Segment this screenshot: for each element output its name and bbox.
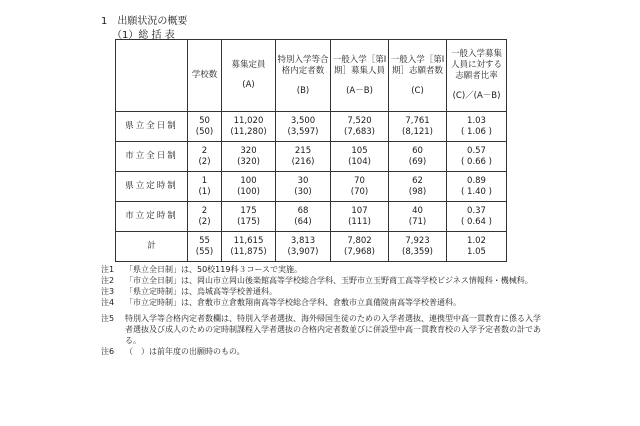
row-label: 市立全日制 (116, 142, 188, 172)
row-label: 県立全日制 (116, 112, 188, 142)
cell: 60 (69) (389, 142, 447, 172)
cell: 0.89 ( 1.40 ) (447, 172, 507, 202)
table-row (116, 142, 507, 172)
cell: 320 (320) (222, 142, 276, 172)
row-label: 計 (116, 232, 188, 262)
footnote: 注6 （ ）は前年度の出願時のもの。 (101, 347, 245, 356)
footnote: 注2 「市立全日制」は、岡山市立岡山後楽館高等学校総合学科、玉野市立玉野商工高等学校ビジネス情報科・機械科。 (101, 276, 533, 285)
header-general-openings: 一般入学［第Ⅰ期］募集人員 (A－B) (331, 40, 389, 112)
cell: 1.02 1.05 (447, 232, 507, 262)
table-row (116, 112, 507, 142)
header-ratio: 一般入学募集人員に対する志願者比率 (C)／(A－B) (447, 40, 507, 112)
cell: 55 (55) (188, 232, 222, 262)
table-row (116, 172, 507, 202)
footnote: 注4 「市立定時制」は、倉敷市立倉敷翔南高等学校総合学科、倉敷市立真備陵南高等学校普通科。 (101, 298, 461, 307)
cell: 100 (100) (222, 172, 276, 202)
cell: 0.57 ( 0.66 ) (447, 142, 507, 172)
total-row (116, 232, 507, 262)
cell: 7,802 (7,968) (331, 232, 389, 262)
cell: 0.37 ( 0.64 ) (447, 202, 507, 232)
footnote: 注3 「県立定時制」は、烏城高等学校普通科。 (101, 287, 277, 296)
cell: 7,761 (8,121) (389, 112, 447, 142)
summary-table (115, 39, 507, 262)
cell: 105 (104) (331, 142, 389, 172)
table-row (116, 202, 507, 232)
cell: 107 (111) (331, 202, 389, 232)
header-capacity: 募集定員 (A) (222, 40, 276, 112)
table-subheading: （1）総 括 表 (112, 30, 175, 41)
cell: 68 (64) (276, 202, 331, 232)
row-label: 県立定時制 (116, 172, 188, 202)
header-applicants: 一般入学［第Ⅰ期］志願者数 (C) (389, 40, 447, 112)
cell: 215 (216) (276, 142, 331, 172)
cell: 1 (1) (188, 172, 222, 202)
header-row (116, 40, 507, 112)
cell: 1.03 ( 1.06 ) (447, 112, 507, 142)
cell: 11,615 (11,875) (222, 232, 276, 262)
cell: 40 (71) (389, 202, 447, 232)
footnote: 注5 特別入学等合格内定者数欄は、特別入学者選抜、海外帰国生徒のための入学者選抜、連携型中高一貫教育に係る入学者選抜及び成人のための定時制課程入学者選抜の合格内定者数並びに併設型中高一貫教育校の入学予定者数の計である。 (101, 314, 541, 345)
row-label: 市立定時制 (116, 202, 188, 232)
header-school-count: 学校数 (188, 40, 222, 112)
cell: 62 (98) (389, 172, 447, 202)
cell: 175 (175) (222, 202, 276, 232)
cell: 70 (70) (331, 172, 389, 202)
cell: 3,500 (3,597) (276, 112, 331, 142)
cell: 2 (2) (188, 202, 222, 232)
cell: 7,520 (7,683) (331, 112, 389, 142)
section-heading: 1 出願状況の概要 (101, 16, 188, 27)
cell: 50 (50) (188, 112, 222, 142)
footnote: 注1 「県立全日制」は、50校119科３コースで実施。 (101, 265, 303, 274)
cell: 11,020 (11,280) (222, 112, 276, 142)
corner-cell (116, 40, 188, 112)
cell: 7,923 (8,359) (389, 232, 447, 262)
cell: 3,813 (3,907) (276, 232, 331, 262)
footnotes (101, 264, 541, 357)
cell: 30 (30) (276, 172, 331, 202)
cell: 2 (2) (188, 142, 222, 172)
header-special-admissions: 特別入学等合格内定者数 (B) (276, 40, 331, 112)
